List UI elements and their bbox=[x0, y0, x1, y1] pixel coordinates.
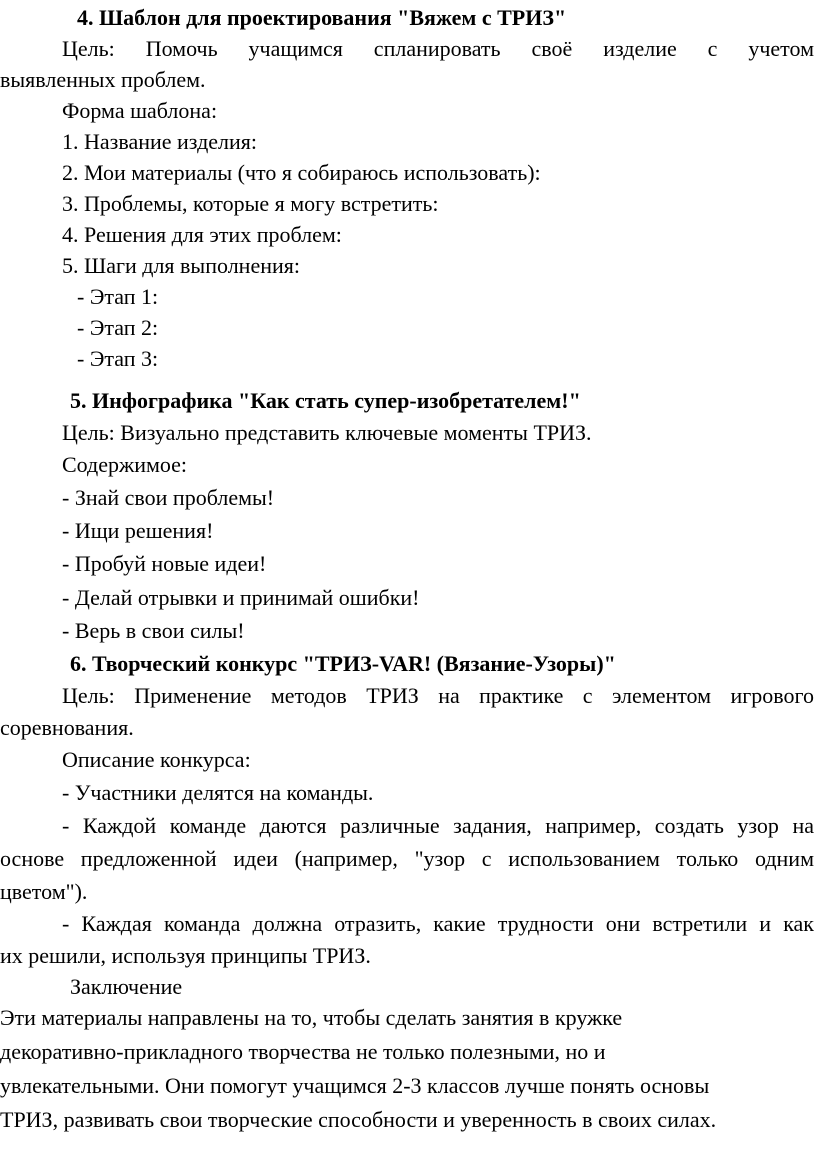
section-6-heading: 6. Творческий конкурс "ТРИЗ-VAR! (Вязание-Узоры)" bbox=[70, 651, 616, 676]
section-4-stage: - Этап 3: bbox=[77, 346, 159, 371]
section-6-goal-line-2: соревнования. bbox=[0, 715, 134, 740]
section-6-goal-line-1: Цель: Применение методов ТРИЗ на практике с элементом игрового bbox=[62, 683, 814, 708]
section-6-item-3-line-2: их решили, используя принципы ТРИЗ. bbox=[0, 943, 371, 968]
conclusion-line: Эти материалы направлены на то, чтобы сделать занятия в кружке bbox=[0, 1005, 623, 1030]
section-6-item-2-line-3: цветом"). bbox=[0, 879, 88, 904]
conclusion-line: ТРИЗ, развивать свои творческие способности и уверенность в своих силах. bbox=[0, 1107, 717, 1132]
section-5-item: - Знай свои проблемы! bbox=[62, 485, 275, 510]
section-4-heading: 4. Шаблон для проектирования "Вяжем с ТРИЗ" bbox=[77, 5, 567, 30]
section-5-item: - Ищи решения! bbox=[62, 518, 214, 543]
section-6-item-2-line-2: основе предложенной идеи (например, "узор с использованием только одним bbox=[0, 846, 814, 871]
section-4-form-label: Форма шаблона: bbox=[62, 98, 218, 123]
section-6-description-label: Описание конкурса: bbox=[62, 747, 251, 772]
section-4-item: 1. Название изделия: bbox=[62, 129, 258, 154]
section-4-stage: - Этап 2: bbox=[77, 315, 159, 340]
section-4-item: 4. Решения для этих проблем: bbox=[62, 222, 342, 247]
section-4-item: 5. Шаги для выполнения: bbox=[62, 253, 300, 278]
section-6-item-2-line-1: - Каждой команде даются различные задания, например, создать узор на bbox=[62, 813, 814, 838]
section-5-goal: Цель: Визуально представить ключевые моменты ТРИЗ. bbox=[62, 420, 592, 445]
section-5-item: - Пробуй новые идеи! bbox=[62, 551, 267, 576]
section-6-item: - Участники делятся на команды. bbox=[62, 780, 374, 805]
section-5-item: - Верь в свои силы! bbox=[62, 618, 245, 643]
conclusion-line: декоративно-прикладного творчества не только полезными, но и bbox=[0, 1039, 606, 1064]
section-5-heading: 5. Инфографика "Как стать супер-изобретателем!" bbox=[70, 388, 581, 413]
conclusion-line: увлекательными. Они помогут учащимся 2-3 классов лучше понять основы bbox=[0, 1073, 710, 1098]
section-4-goal-line-1: Цель: Помочь учащимся спланировать своё изделие с учетом bbox=[62, 36, 814, 61]
section-5-content-label: Содержимое: bbox=[62, 452, 188, 477]
section-6-item-3-line-1: - Каждая команда должна отразить, какие трудности они встретили и как bbox=[62, 911, 814, 936]
section-4-item: 3. Проблемы, которые я могу встретить: bbox=[62, 191, 439, 216]
section-4-stage: - Этап 1: bbox=[77, 284, 159, 309]
conclusion-heading: Заключение bbox=[70, 974, 183, 999]
section-5-item: - Делай отрывки и принимай ошибки! bbox=[62, 585, 420, 610]
section-4-goal-line-2: выявленных проблем. bbox=[0, 67, 206, 92]
section-4-item: 2. Мои материалы (что я собираюсь использовать): bbox=[62, 160, 541, 185]
